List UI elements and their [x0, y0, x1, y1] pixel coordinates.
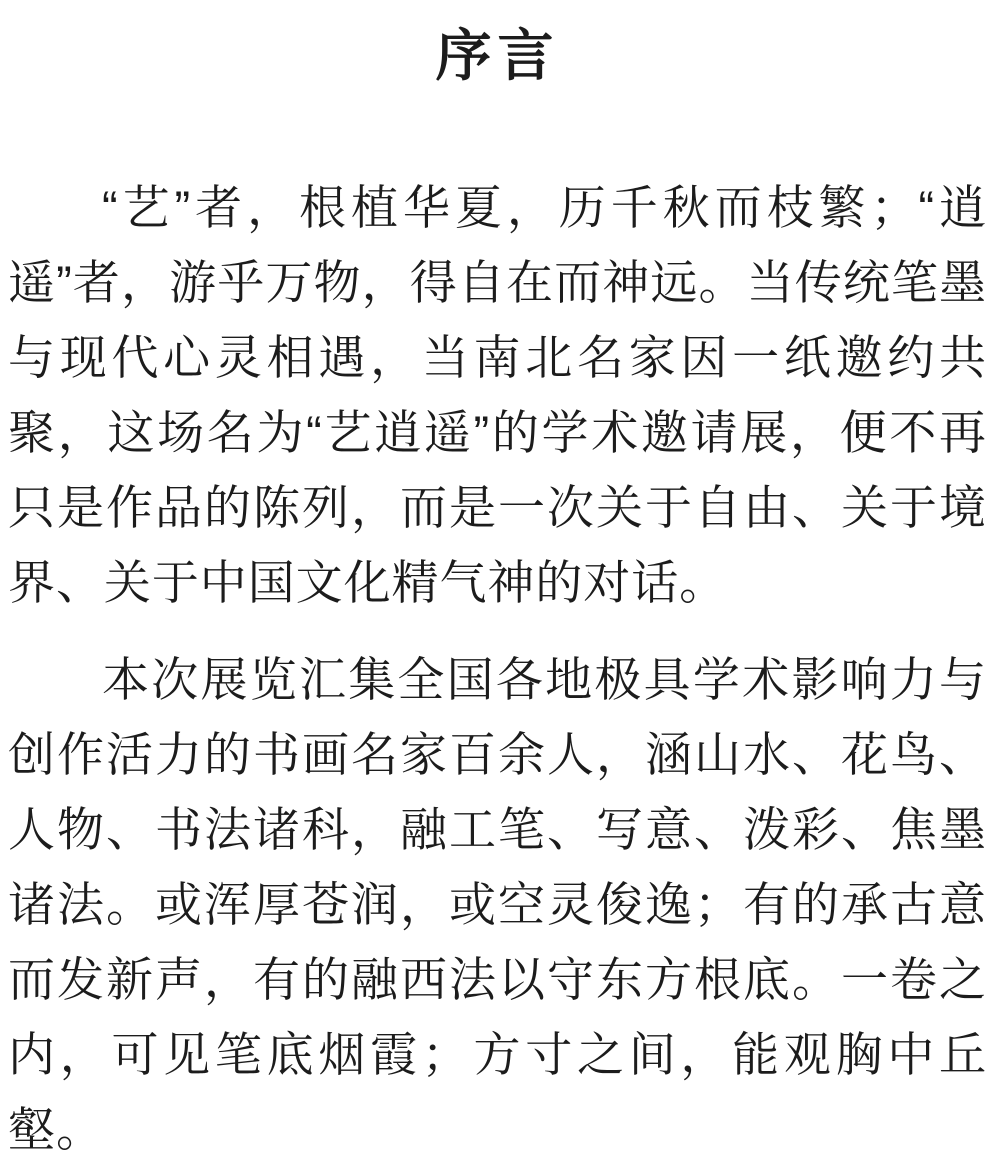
preface-paragraph-1: “艺”者，根植华夏，历千秋而枝繁；“逍遥”者，游乎万物，得自在而神远。当传统笔墨与现代心灵相遇，当南北名家因一纸邀约共聚，这场名为“艺逍遥”的学术邀请展，便不再只是作品的陈列，而是一次关于自由、关于境界、关于中国文化精气神的对话。 — [8, 181, 987, 609]
preface-body — [8, 170, 987, 1167]
page-title: 序言 — [435, 24, 560, 87]
preface-paragraph-2: 本次展览汇集全国各地极具学术影响力与创作活力的书画名家百余人，涵山水、花鸟、人物、书法诸科，融工笔、写意、泼彩、焦墨诸法。或浑厚苍润，或空灵俊逸；有的承古意而发新声，有的融西法以守东方根底。一卷之内，可见笔底烟霞；方寸之间，能观胸中丘壑。 — [8, 653, 987, 1156]
